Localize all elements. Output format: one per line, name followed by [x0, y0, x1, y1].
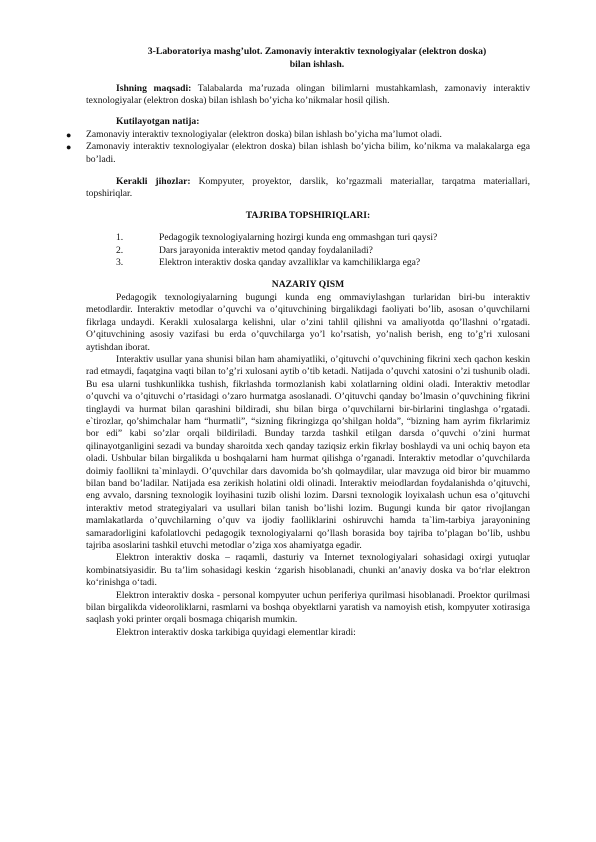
theory-paragraph: Interaktiv usullar yana shunisi bilan ham ahamiyatliki, o’qituvchi o’quvchining fikrini xech qachon keskin rad etmaydi, faqatgina vaqti bilan to’g’ri xulosani aytib o’tib ketadi. Natijada o’quvchi xatosini o’zi tushunib oladi. Bu esa ularni tushkunlikka tushish, fikrlashda tormozlanish kabi xolatlarning oldini oladi. Interaktiv metodlar o’quvchi va o’qituvchi o’rtasidagi o’zaro hurmatga asoslanadi. O’qituvchi qanday bo’lmasin o’quvchining fikrini tinglaydi va hurmat bilan qarashini bildiradi, shu bilan birga o’quvchilarni bir-birlarini tinglashga o’rgatadi. e`tirozlar, qo’shimchalar ham “hurmatli”, “sizning fikringizga qo’shilgan holda”, “bizning ham ayrim fikrlarimiz bor edi” kabi so’zlar orqali bildiriladi. Bunday tarzda tashkil etilgan darsda o’quvchi o’zini hurmat qilinayotganligini sezadi va bunday sharoitda xech qanday taziqsiz erkin fikrlay boshlaydi va uni ochiq bayon eta oladi. Ushbular bilan birgalikda u boshqalarni ham hurmat qilishga o’rganadi. Interaktiv metodlar o’quvchilarda doimiy faollikni ta`minlaydi. O’quvchilar dars davomida bo’sh qolmaydilar, ular mavzuga oid biror bir muammo bilan band bo’ladilar. Natijada esa zerikish holatini oldi olinadi. Interaktiv meiodlardan foydalanishda o’qituvchi, eng avvalo, darsning texnologik loyihasini tuzib olishi lozim. Darsni texnologik loyixalash uchun esa o’qituvchi interaktiv metod strategiyalari va usullari bilan tanish bo’lishi lozim. Bugungi kunda bir qator rivojlangan mamlakatlarda o’quvchilarning o’quv va ijodiy faolliklarini oshiruvchi hamda ta`lim-tarbiya jarayonining samaradorligini kafolatlovchi pedagogik texnologiyalarni qo’llash borasida boy tajriba to’plagan bo’lib, ushbu tajriba asoslarini tashkil etuvchi metodlar o’ziga xos ahamiyatga egadir. — [86, 353, 530, 551]
list-item-text: Zamonaviy interaktiv texnologiyalar (elektron doska) bilan ishlash bo’yicha bilim, ko’nikma va malakalarga ega bo’ladi. — [86, 141, 530, 165]
task-text: Dars jarayonida interaktiv metod qanday foydalaniladi? — [159, 244, 373, 256]
tasks-list — [116, 232, 530, 269]
equipment-text: Kompyuter, proyektor, darslik, ko’rgazmali materiallar, tarqatma materiallari, topshiriqlar. — [86, 176, 530, 200]
results-heading: Kutilayotgan natija: — [116, 116, 200, 128]
theory-paragraph: Pedagogik texnologiyalarning bugungi kunda eng ommaviylashgan turlaridan biri-bu interaktiv metodlardir. Interaktiv metodlar o’quvchi va o’qituvchining birgalikdagi faoliyati bo’lib, asosan o’quvchilarni fikrlaga undaydi. Kerakli xulosalarga kelishni, ular o’zini tahlil qilishni va amaliyotda qo’llashni o’rgatadi. O’qituvchining asosiy vazifasi bu erda o’quvchilarga yo’l ko’rsatish, yo’nalish berish, eng to’g’ri xulosani aytishdan iborat. — [86, 291, 530, 353]
goal-label: Ishning maqsadi: — [116, 82, 192, 94]
bullet-icon: ● — [66, 129, 72, 140]
theory-paragraph: Elektron interaktiv doska tarkibiga quyidagi elementlar kiradi: — [116, 626, 356, 638]
page-title — [86, 46, 530, 72]
list-item — [68, 129, 530, 141]
task-item — [116, 232, 530, 244]
task-item — [116, 245, 530, 257]
task-number: 3. — [116, 257, 124, 269]
title-line-1: 3-Laboratoriya mashg’ulot. Zamonaviy interaktiv texnologiyalar (elektron doska) — [147, 46, 487, 57]
theory-paragraph: Elektron interaktiv doska - personal kompyuter uchun periferiya qurilmasi hisoblanadi. Proektor qurilmasi bilan birgalikda videoroliklarni, rasmlarni va boshqa obyektlarni yaratish va namoyish etish, kompyuter xotirasiga saqlash yoki printer orqali bosmaga chiqarish mumkin. — [86, 589, 530, 626]
goal-paragraph — [86, 83, 530, 108]
task-text: Elektron interaktiv doska qanday avzalliklar va kamchiliklarga ega? — [159, 257, 421, 269]
task-text: Pedagogik texnologiyalarning hozirgi kunda eng ommashgan turi qaysi? — [159, 232, 438, 244]
equipment-paragraph — [86, 176, 530, 201]
bullet-icon: ● — [66, 142, 72, 153]
results-list — [68, 129, 530, 166]
theory-heading: NAZARIY QISM — [271, 279, 345, 291]
title-line-2: bilan ishlash. — [289, 58, 345, 70]
task-number: 1. — [116, 232, 124, 244]
list-item-text: Zamonaviy interaktiv texnologiyalar (elektron doska) bilan ishlash bo’yicha ma’lumot oladi. — [86, 128, 442, 140]
task-number: 2. — [116, 244, 124, 256]
tasks-heading: TAJRIBA TOPSHIRIQLARI: — [245, 209, 371, 221]
list-item — [68, 141, 530, 166]
goal-text: Talabalarda ma’ruzada olingan bilimlarni mustahkamlash, zamonaviy interaktiv texnologiyalar (elektron doska) bilan ishlash bo’yicha ko’nikmalar hosil qilish. — [86, 82, 531, 106]
equipment-label: Kerakli jihozlar: — [116, 176, 191, 188]
document-page — [66, 46, 531, 639]
theory-paragraph: Elektron interaktiv doska – raqamli, dasturiy va Internet texnologiyalari sohasidagi oxirgi yutuqlar kombinatsiyasidir. Bu ta’lim sohasidagi keskin ‘zgarish hisoblanadi, chunki an’anaviy doska va bo‘rlar elektron ko‘rinishga o‘tadi. — [86, 552, 530, 589]
task-item — [116, 257, 530, 269]
